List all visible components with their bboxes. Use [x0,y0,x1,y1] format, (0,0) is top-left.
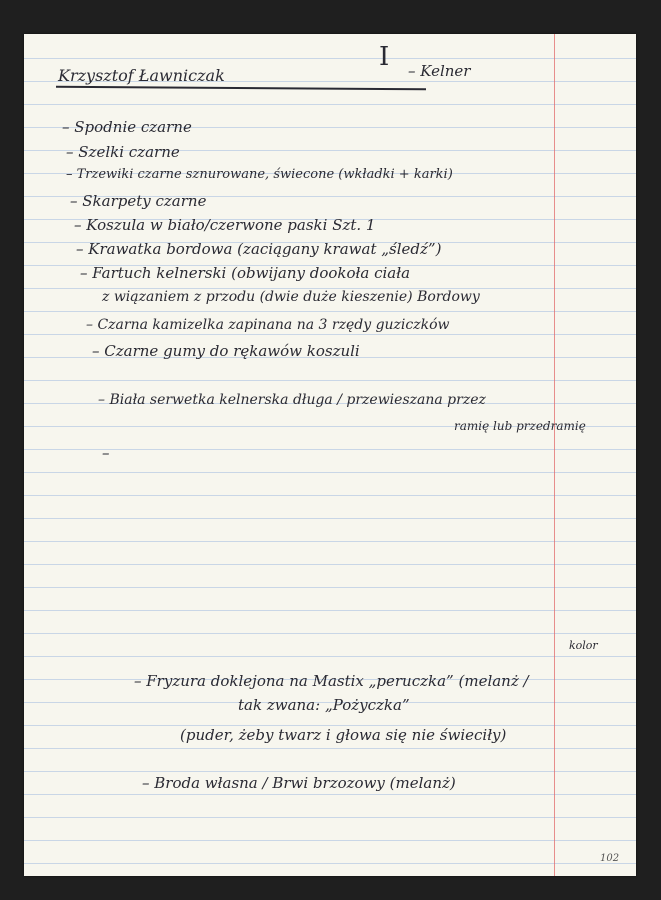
red-margin-line [554,34,555,876]
role-title: – Kelner [408,62,471,80]
list-item: – Fartuch kelnerski (obwijany dookoła ciała [80,264,411,282]
list-item: – Spodnie czarne [62,118,192,136]
list-item: – Krawatka bordowa (zaciągany krawat „śledź”) [76,240,442,258]
list-item: – Szelki czarne [66,143,180,161]
roman-numeral: I [379,42,390,72]
list-item: – Biała serwetka kelnerska długa / przewieszana przez [98,392,486,408]
hair-line: – Fryzura doklejona na Mastix „peruczka” (melanż / [134,672,529,690]
hair-color-note: kolor [569,639,598,652]
beard-line: – Broda własna / Brwi brzozowy (melanż) [142,774,456,792]
list-item: ramię lub przedramię [454,419,586,433]
hair-line: tak zwana: „Pożyczka” [238,696,410,714]
hair-line: (puder, żeby twarz i głowa się nie świeciły) [180,726,507,744]
list-item: z wiązaniem z przodu (dwie duże kieszenie) Bordowy [102,289,480,305]
list-item: – Skarpety czarne [70,192,207,210]
paper-sheet [24,34,636,876]
list-item: – Koszula w biało/czerwone paski Szt. 1 [74,216,376,234]
list-item: – [102,444,110,462]
list-item: – Czarne gumy do rękawów koszuli [92,342,360,360]
actor-name: Krzysztof Ławniczak [58,66,225,85]
name-underline [56,86,426,91]
list-item: – Czarna kamizelka zapinana na 3 rzędy guziczków [86,317,450,333]
list-item: – Trzewiki czarne sznurowane, świecone (wkładki + karki) [66,167,453,182]
page-number: 102 [600,853,620,864]
